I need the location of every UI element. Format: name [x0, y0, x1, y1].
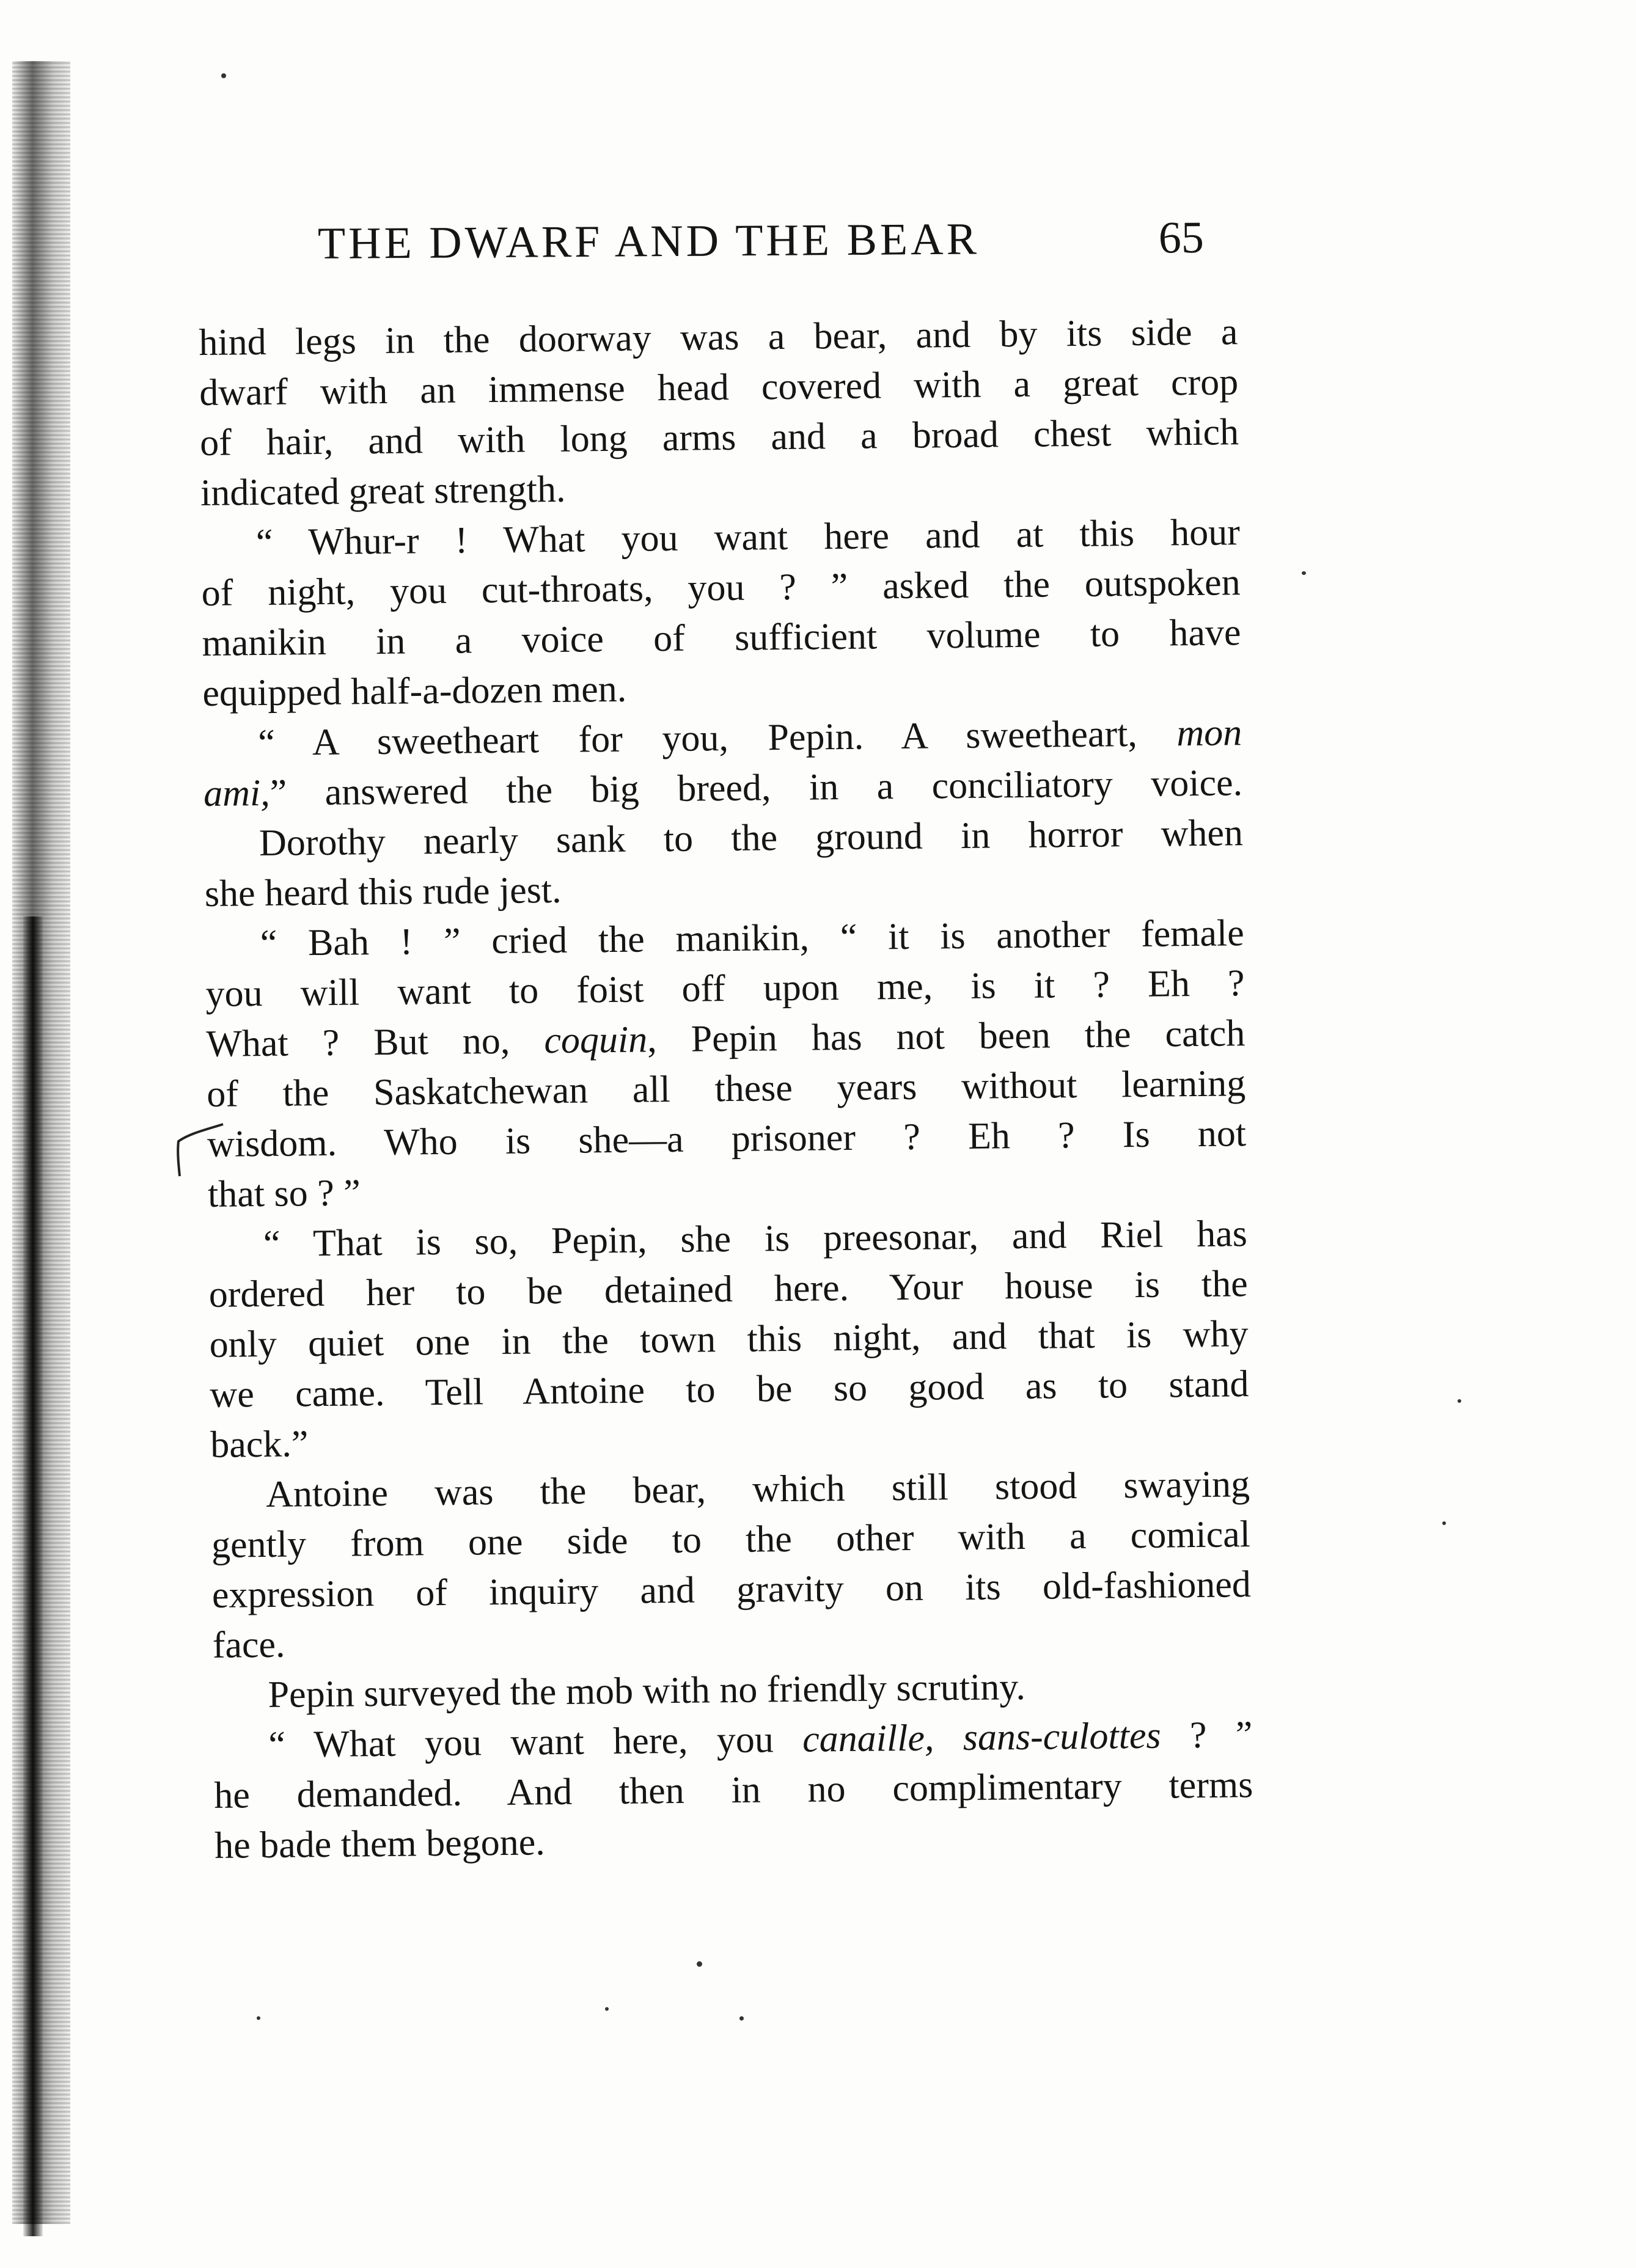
- italic-text: coquin: [544, 1019, 648, 1062]
- paper-speck: [1458, 1399, 1461, 1403]
- paper-speck: [257, 2016, 260, 2020]
- text-run: , Pepin has not been the catch: [647, 1012, 1245, 1061]
- text-line: gently from one side to the other with a comical: [211, 1513, 1251, 1566]
- text-line: equipped half-a-dozen men.: [202, 668, 627, 714]
- text-run: ” answered the big breed, in a conciliatory voice.: [270, 762, 1243, 814]
- text-run: ? ”: [1161, 1714, 1253, 1757]
- text-line: he bade them begone.: [214, 1821, 546, 1867]
- italic-text: canaille, sans-culottes: [802, 1714, 1161, 1760]
- text-line: that so ? ”: [207, 1172, 361, 1215]
- text-line: Dorothy nearly sank to the ground in horror when: [259, 812, 1244, 865]
- text-line: he demanded. And then in no complimentary terms: [213, 1764, 1253, 1816]
- text-line: only quiet one in the town this night, and that is why: [209, 1313, 1249, 1366]
- text-line: of the Saskatchewan all these years without learning: [206, 1063, 1246, 1115]
- text-line: expression of inquiry and gravity on its old-fashioned: [211, 1564, 1252, 1616]
- text-run: “ What you want here, you: [268, 1718, 803, 1766]
- text-line: “ That is so, Pepin, she is preesonar, and Riel has: [263, 1213, 1248, 1265]
- italic-text: ami,: [203, 772, 271, 814]
- paper-speck: [697, 1961, 702, 1967]
- paper-speck: [1442, 1521, 1446, 1525]
- text-line: manikin in a voice of sufficient volume to have: [202, 612, 1241, 664]
- text-line: you will want to foist off upon me, is it ? Eh ?: [205, 962, 1245, 1015]
- text-line: face.: [212, 1623, 285, 1666]
- text-run: “ A sweetheart for you, Pepin. A sweetheart,: [257, 712, 1177, 764]
- body-text: [199, 307, 1254, 1871]
- page-number: 65: [1158, 212, 1205, 263]
- paper-speck: [1302, 571, 1306, 575]
- text-line: back.”: [210, 1423, 309, 1466]
- paper-speck: [221, 73, 226, 78]
- text-line: she heard this rude jest.: [204, 869, 562, 915]
- text-line: indicated great strength.: [200, 468, 566, 514]
- text-line: Antoine was the bear, which still stood swaying: [265, 1463, 1250, 1515]
- running-title: THE DWARF AND THE BEAR: [317, 214, 980, 269]
- text-line: of hair, and with long arms and a broad chest which: [199, 411, 1239, 464]
- text-line: hind legs in the doorway was a bear, and by its side a: [199, 311, 1238, 364]
- text-line: ordered her to be detained here. Your house is the: [208, 1263, 1249, 1315]
- text-line: Pepin surveyed the mob with no friendly scrutiny.: [268, 1666, 1026, 1716]
- text-line: wisdom. Who is she—a prisoner ? Eh ? Is not: [207, 1113, 1247, 1165]
- paper-speck: [605, 2007, 609, 2011]
- text-line: dwarf with an immense head covered with a great crop: [199, 361, 1239, 414]
- text-line: of night, you cut-throats, you ? ” asked the outspoken: [201, 562, 1241, 614]
- text-line: “ Bah ! ” cried the manikin, “ it is another female: [260, 912, 1244, 964]
- text-run: What ? But no,: [206, 1020, 545, 1065]
- italic-text: mon: [1176, 712, 1242, 755]
- binding-shadow-core: [23, 916, 43, 2236]
- paper-speck: [739, 2016, 744, 2021]
- text-line: we came. Tell Antoine to be so good as to stand: [210, 1363, 1249, 1416]
- text-line: “ Whur-r ! What you want here and at this hour: [255, 511, 1241, 564]
- running-head: [318, 212, 1205, 285]
